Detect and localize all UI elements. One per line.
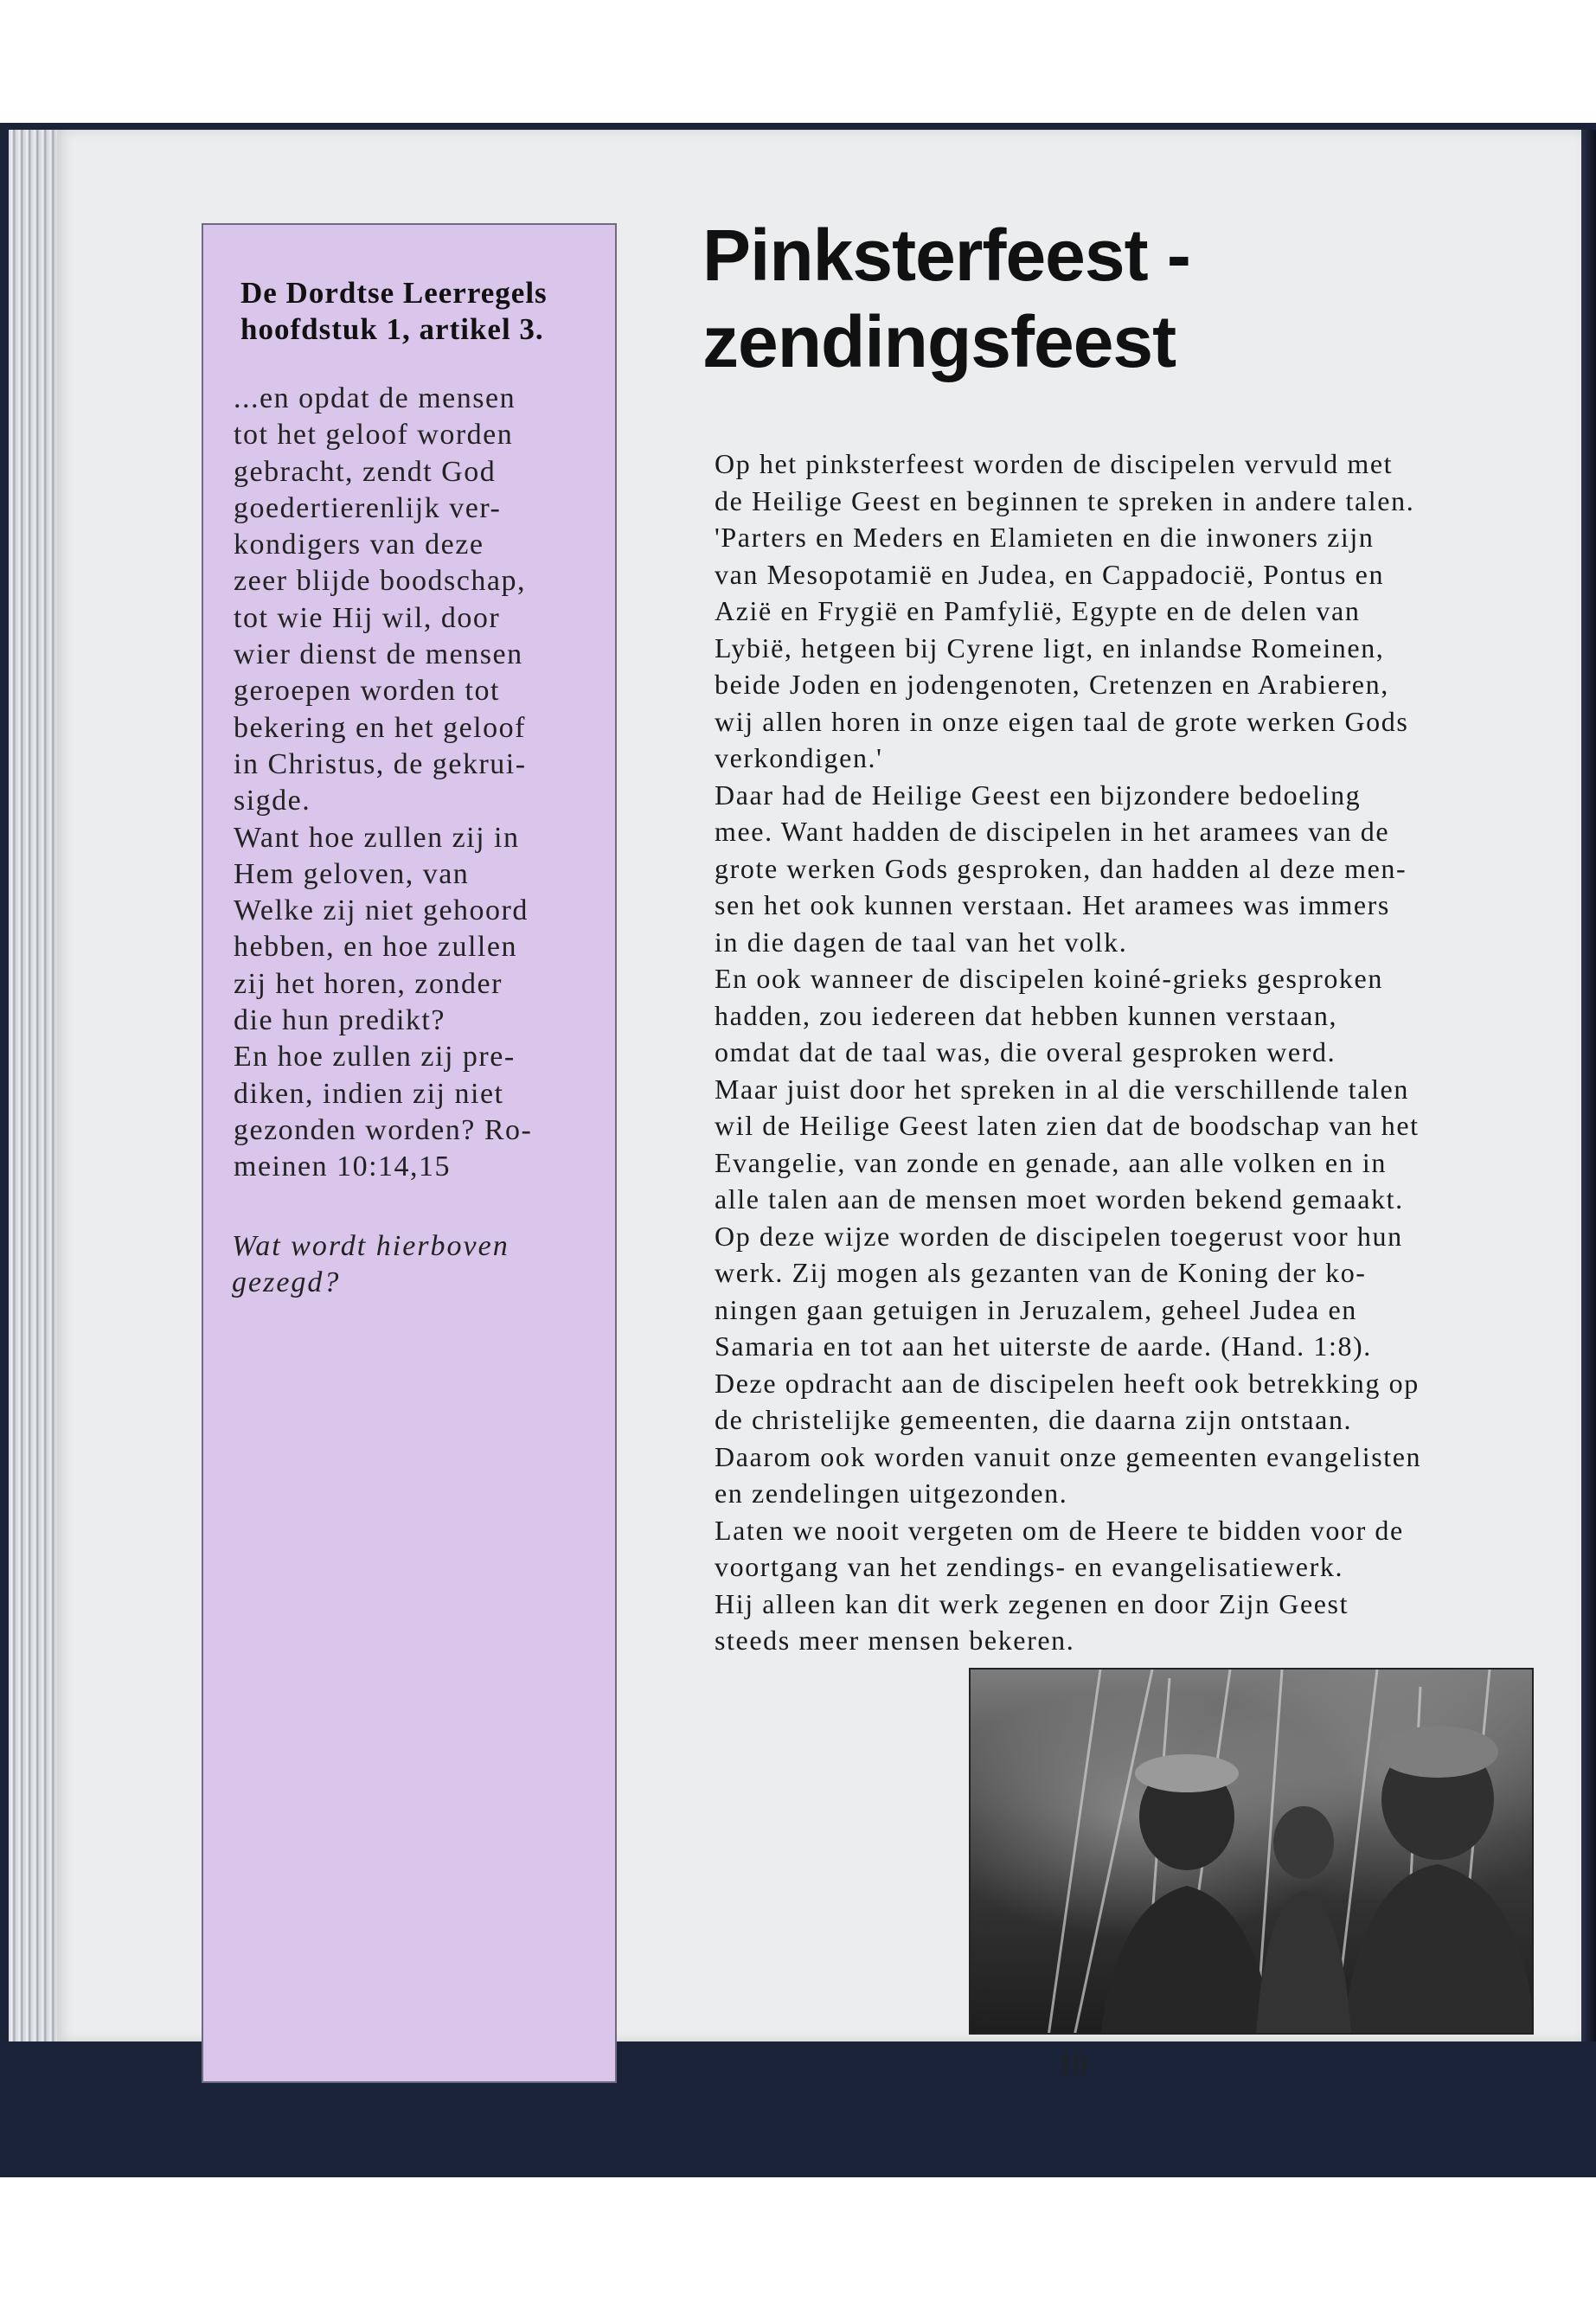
article-body-line: van Mesopotamië en Judea, en Cappadocië, Pontus en	[715, 558, 1385, 590]
sidebar-body-line: ...en opdat de mensen	[234, 382, 516, 414]
sidebar-body-line: Welke zij niet gehoord	[234, 894, 529, 927]
sidebar-body-line: in Christus, de gekrui-	[234, 747, 527, 780]
tribal-people-photo	[969, 1668, 1534, 2035]
page-edges	[9, 130, 61, 2041]
article-body-line: in die dagen de taal van het volk.	[715, 926, 1128, 958]
article-body-line: werk. Zij mogen als gezanten van de Koning der ko-	[715, 1257, 1367, 1288]
article-body-line: En ook wanneer de discipelen koiné-grieks gesproken	[715, 963, 1383, 994]
sidebar-body-line: bekering en het geloof	[234, 711, 526, 744]
article-body-line: 'Parters en Meders en Elamieten en die inwoners zijn	[715, 522, 1375, 553]
sidebar-body	[234, 381, 581, 1186]
sidebar-body-line: kondigers van deze	[234, 529, 484, 561]
article-body-line: wij allen horen in onze eigen taal de grote werken Gods	[715, 705, 1409, 737]
article-body-line: beide Joden en jodengenoten, Cretenzen en Arabieren,	[715, 669, 1389, 700]
article-body-line: alle talen aan de mensen moet worden bekend gemaakt.	[715, 1183, 1404, 1215]
article-body-line: hadden, zou iedereen dat hebben kunnen verstaan,	[715, 999, 1338, 1031]
sidebar-body-line: hebben, en hoe zullen	[234, 931, 517, 964]
article-body-line: Lybië, hetgeen bij Cyrene ligt, en inlandse Romeinen,	[715, 631, 1385, 663]
sidebar-body-line: zij het horen, zonder	[234, 967, 503, 1000]
sidebar-body-line: En hoe zullen zij pre-	[234, 1041, 516, 1074]
sidebar-title-line: hoofdstuk 1, artikel 3.	[240, 312, 544, 346]
sidebar-question-line: Wat wordt hierboven	[232, 1230, 510, 1262]
article-body-line: Deze opdracht aan de discipelen heeft ook betrekking op	[715, 1367, 1420, 1399]
article-body-line: Azië en Frygië en Pamfylië, Egypte en de delen van	[715, 595, 1361, 626]
sidebar-body-line: meinen 10:14,15	[234, 1150, 452, 1183]
sidebar-body-line: wier dienst de mensen	[234, 638, 523, 671]
sidebar-question	[232, 1228, 578, 1301]
sidebar-title-line: De Dordtse Leerregels	[240, 276, 548, 310]
sidebar-body-line: Want hoe zullen zij in	[234, 821, 520, 854]
article-body-line: Maar juist door het spreken in al die verschillende talen	[715, 1073, 1409, 1105]
photo-illustration	[971, 1670, 1534, 2035]
article-body-line: Op het pinksterfeest worden de discipelen vervuld met	[715, 448, 1394, 479]
article-body-line: steeds meer mensen bekeren.	[715, 1625, 1075, 1656]
article-body-line: Daar had de Heilige Geest een bijzondere bedoeling	[715, 779, 1362, 811]
article-title	[702, 212, 1567, 385]
article-body-line: ningen gaan getuigen in Jeruzalem, geheel Judea en	[715, 1293, 1357, 1325]
article-title-line: Pinksterfeest -	[702, 215, 1190, 296]
article-body-line: Hij alleen kan dit werk zegenen en door Zijn Geest	[715, 1587, 1349, 1619]
page-number: 10	[1058, 2048, 1087, 2080]
sidebar-body-line: zeer blijde boodschap,	[234, 565, 526, 598]
article-body-line: Op deze wijze worden de discipelen toegerust voor hun	[715, 1220, 1403, 1252]
sidebar-body-line: geroepen worden tot	[234, 675, 500, 708]
article-body-line: Daarom ook worden vanuit onze gemeenten evangelisten	[715, 1440, 1422, 1472]
sidebar-body-line: gebracht, zendt God	[234, 455, 497, 488]
book-cover-edge	[1581, 130, 1596, 2041]
sidebar-body-line: Hem geloven, van	[234, 857, 470, 890]
article-body-line: Laten we nooit vergeten om de Heere te bidden voor de	[715, 1514, 1404, 1546]
article-title-line: zendingsfeest	[702, 301, 1176, 382]
article-body-line: Evangelie, van zonde en genade, aan alle volken en in	[715, 1146, 1387, 1178]
article-body	[715, 445, 1545, 1659]
sidebar-body-line: tot het geloof worden	[234, 419, 514, 452]
article-body-line: grote werken Gods gesproken, dan hadden al deze men-	[715, 852, 1407, 884]
article-body-line: mee. Want hadden de discipelen in het aramees van de	[715, 816, 1390, 847]
article-body-line: Samaria en tot aan het uiterste de aarde. (Hand. 1:8).	[715, 1330, 1372, 1362]
sidebar-question-line: gezegd?	[232, 1266, 341, 1298]
sidebar-body-line: tot wie Hij wil, door	[234, 601, 501, 634]
sidebar-body-line: die hun predikt?	[234, 1004, 445, 1037]
article-body-line: de christelijke gemeenten, die daarna zijn ontstaan.	[715, 1404, 1353, 1435]
sidebar-body-line: sigde.	[234, 785, 311, 817]
article-body-line: sen het ook kunnen verstaan. Het aramees was immers	[715, 889, 1390, 920]
article-body-line: voortgang van het zendings- en evangelisatiewerk.	[715, 1551, 1344, 1582]
article-body-line: omdat dat de taal was, die overal gesproken werd.	[715, 1036, 1336, 1067]
article-body-line: wil de Heilige Geest laten zien dat de boodschap van het	[715, 1110, 1420, 1141]
sidebar-title	[240, 275, 586, 348]
article-body-line: en zendelingen uitgezonden.	[715, 1477, 1068, 1509]
sidebar-body-line: diken, indien zij niet	[234, 1077, 504, 1110]
sidebar-body-line: goedertierenlijk ver-	[234, 491, 502, 524]
article-body-line: verkondigen.'	[715, 742, 883, 773]
article-body-line: de Heilige Geest en beginnen te spreken in andere talen.	[715, 484, 1415, 516]
sidebar-body-line: gezonden worden? Ro-	[234, 1113, 533, 1146]
